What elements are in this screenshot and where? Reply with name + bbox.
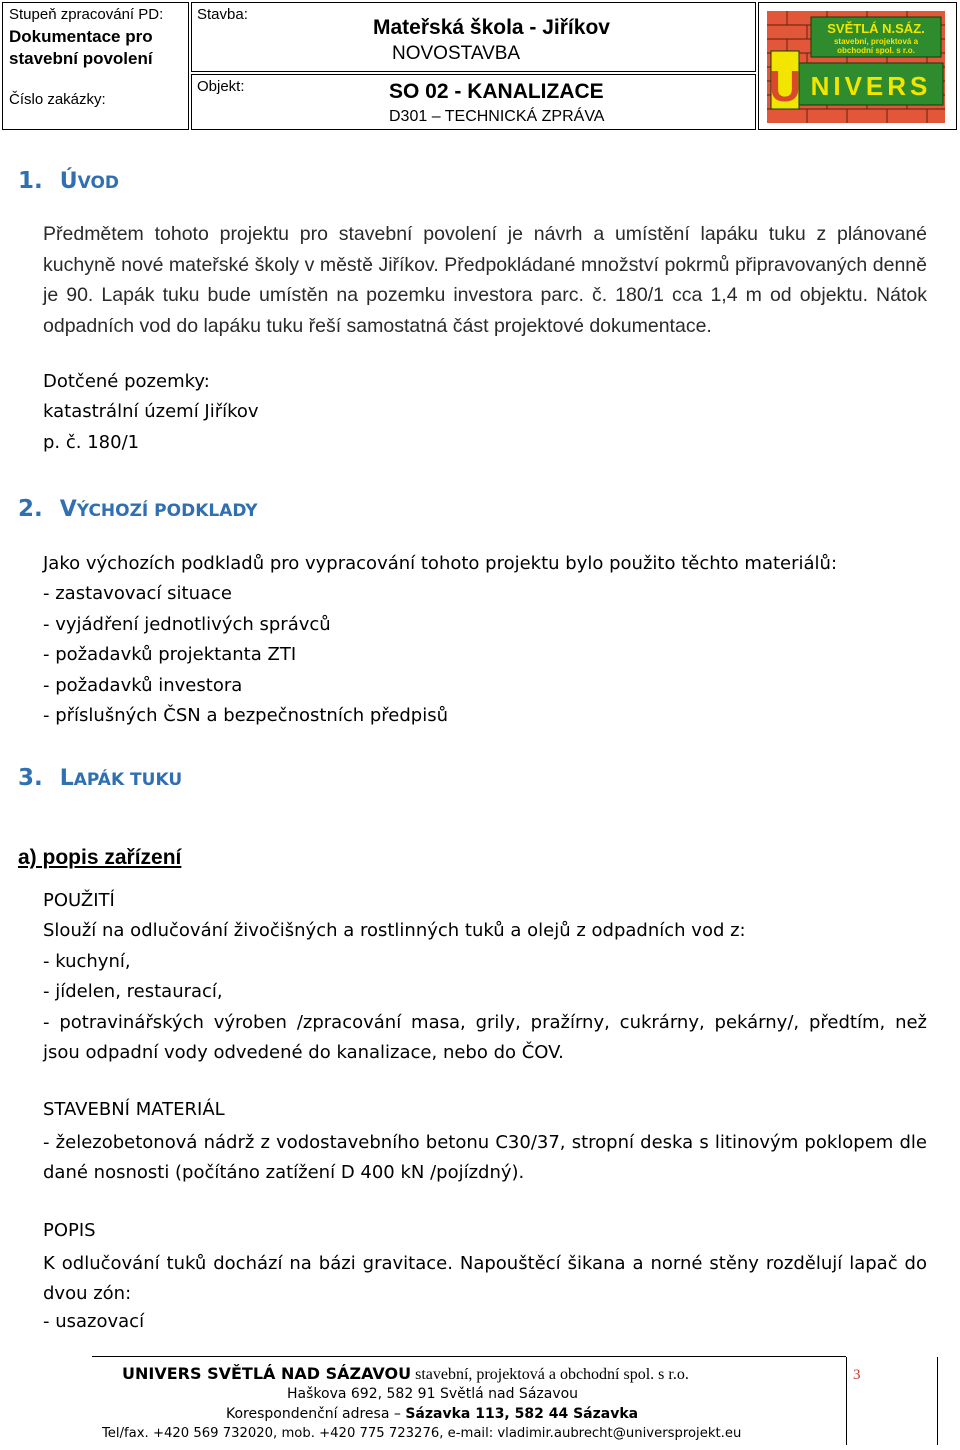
description-text: K odlučování tuků dochází na bázi gravitace. Napouštěcí šikana a norné stěny rozdělují lapač do dvou zón: (43, 1253, 927, 1305)
objekt-cell (191, 74, 756, 130)
material-text: - železobetonová nádrž z vodostavebního betonu C30/37, stropní deska s litinovým poklopem dle dané nosnosti (počítáno zatížení D 400 kN /pojízdný). (43, 1132, 927, 1184)
footer-address: Haškova 692, 582 91 Světlá nad Sázavou (287, 1386, 579, 1402)
heading-uvod: 1. ÚVOD (18, 168, 120, 194)
footer-correspondence: Korespondenční adresa – Sázavka 113, 582 44 Sázavka (226, 1406, 639, 1422)
stage-value-2: stavební povolení (9, 49, 153, 68)
stavba-subtitle: NOVOSTAVBA (392, 43, 521, 64)
title-block (2, 2, 957, 130)
svg-text:obchodní spol. s r.o.: obchodní spol. s r.o. (837, 46, 915, 55)
objekt-title: SO 02 - KANALIZACE (389, 80, 604, 103)
list-item: - vyjádření jednotlivých správců (43, 613, 331, 635)
affected-plots (43, 367, 259, 458)
affected-area: katastrální území Jiříkov (43, 401, 259, 423)
stavba-label: Stavba: (197, 6, 248, 23)
use-long-item: - potravinářských výroben /zpracování masa, grily, pražírny, cukrárny, pekárny/, předtím, než jsou odpadní vody odvedené do kanalizace, nebo do ČOV. (43, 1012, 927, 1064)
list-item: - příslušných ČSN a bezpečnostních předpisů (43, 704, 449, 726)
use-block (43, 886, 746, 1008)
use-label: POUŽITÍ (43, 890, 115, 911)
heading-lapak-tuku: 3. LAPÁK TUKU (18, 765, 183, 791)
affected-label: Dotčené pozemky: (43, 371, 210, 392)
list-item: - požadavků projektanta ZTI (43, 644, 297, 666)
material-label: STAVEBNÍ MATERIÁL (43, 1099, 225, 1120)
stavba-title: Mateřská škola - Jiříkov (373, 16, 610, 39)
footer-company: UNIVERS SVĚTLÁ NAD SÁZAVOU stavební, projektová a obchodní spol. s r.o. (122, 1364, 689, 1383)
stage-label: Stupeň zpracování PD: (9, 6, 164, 23)
list-item: - kuchyní, (43, 950, 131, 972)
page-number-box (846, 1357, 938, 1445)
objekt-document: D301 – TECHNICKÁ ZPRÁVA (389, 108, 605, 125)
univers-logo-icon (767, 11, 945, 123)
stage-cell (2, 2, 189, 130)
heading-vychozi-podklady: 2. VÝCHOZÍ PODKLADY (18, 496, 258, 522)
objekt-label: Objekt: (197, 78, 245, 95)
description-label: POPIS (43, 1220, 96, 1241)
logo-cell (758, 2, 957, 130)
use-intro: Slouží na odlučování živočišných a rostlinných tuků a olejů z odpadních vod z: (43, 920, 746, 942)
footer-divider (92, 1356, 846, 1357)
svg-text:SVĚTLÁ N.SÁZ.: SVĚTLÁ N.SÁZ. (827, 21, 925, 36)
list-item: - požadavků investora (43, 674, 243, 696)
source-intro: Jako výchozích podkladů pro vypracování tohoto projektu bylo použito těchto materiálů: (43, 553, 838, 574)
order-label: Číslo zakázky: (9, 91, 106, 108)
source-list (43, 549, 837, 731)
svg-text:U: U (769, 62, 801, 111)
list-item: - jídelen, restaurací, (43, 981, 223, 1003)
list-item: - zastavovací situace (43, 583, 232, 605)
description-item: - usazovací (43, 1311, 145, 1332)
svg-text:stavební, projektová a: stavební, projektová a (833, 37, 919, 46)
footer-contact: Tel/fax. +420 569 732020, mob. +420 775 723276, e-mail: vladimir.aubrecht@universprojekt.eu (102, 1426, 742, 1441)
affected-parcel: p. č. 180/1 (43, 431, 140, 453)
stavba-cell (191, 2, 756, 72)
page-number: 3 (853, 1367, 861, 1383)
intro-paragraph: Předmětem tohoto projektu pro stavební povolení je návrh a umístění lapáku tuku z plánované kuchyně nové mateřské školy v městě Jiříkov. Předpokládané množství pokrmů připravovaných denně je 90. Lapák tuku bude umístěn na pozemku investora parc. č. 180/1 cca 1,4 m od objektu. Nátok odpadních vod do lapáku tuku řeší samostatná část projektové dokumentace. (43, 223, 927, 337)
svg-text:NIVERS: NIVERS (810, 71, 932, 101)
stage-value-1: Dokumentace pro (9, 27, 153, 46)
subheading-popis-zarizeni: a) popis zařízení (18, 846, 182, 869)
